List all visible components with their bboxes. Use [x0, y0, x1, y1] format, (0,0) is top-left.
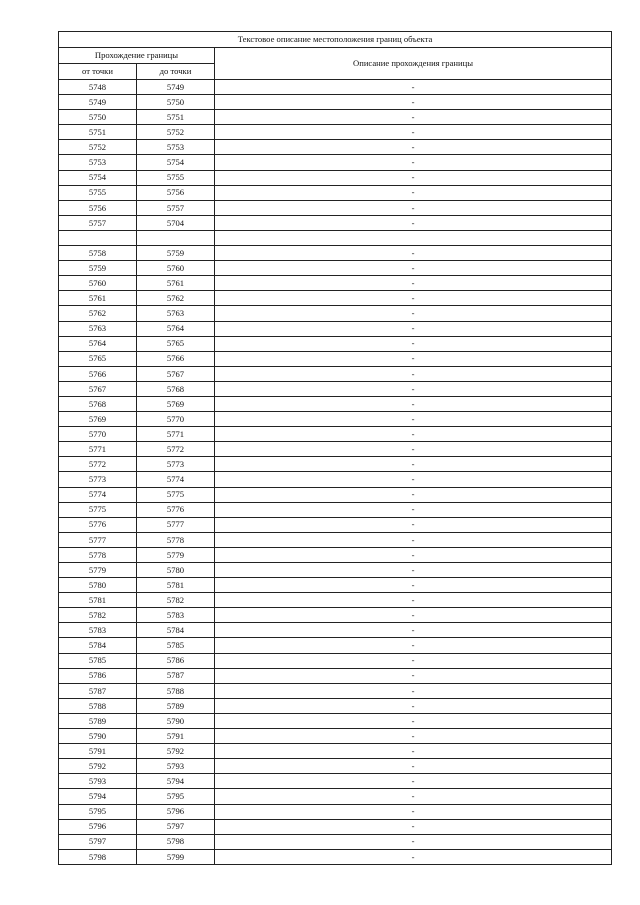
description-cell: - [215, 713, 612, 728]
table-row [59, 623, 612, 638]
to-point-cell: 5766 [137, 351, 215, 366]
table-row [59, 185, 612, 200]
to-point-cell: 5704 [137, 215, 215, 230]
to-point-cell: 5773 [137, 457, 215, 472]
to-point-cell: 5786 [137, 653, 215, 668]
description-cell: - [215, 261, 612, 276]
document-page [58, 31, 611, 865]
table-body [59, 32, 612, 865]
from-point-cell: 5790 [59, 729, 137, 744]
table-row [59, 442, 612, 457]
description-cell: - [215, 547, 612, 562]
to-point-cell: 5775 [137, 487, 215, 502]
description-cell: - [215, 140, 612, 155]
to-point-cell: 5764 [137, 321, 215, 336]
from-point-cell: 5785 [59, 653, 137, 668]
description-cell: - [215, 502, 612, 517]
description-cell: - [215, 185, 612, 200]
from-point-cell: 5779 [59, 563, 137, 578]
to-point-cell: 5768 [137, 381, 215, 396]
from-point-cell: 5791 [59, 744, 137, 759]
from-point-cell: 5780 [59, 578, 137, 593]
table-row [59, 457, 612, 472]
description-cell: - [215, 170, 612, 185]
table-row [59, 291, 612, 306]
table-row [59, 215, 612, 230]
from-point-cell: 5781 [59, 593, 137, 608]
table-row [59, 819, 612, 834]
table-row [59, 306, 612, 321]
description-cell: - [215, 125, 612, 140]
description-cell: - [215, 683, 612, 698]
description-cell: - [215, 774, 612, 789]
table-row [59, 578, 612, 593]
to-point-cell: 5784 [137, 623, 215, 638]
description-cell: - [215, 306, 612, 321]
from-point-cell: 5789 [59, 713, 137, 728]
description-cell: - [215, 321, 612, 336]
from-point-cell: 5783 [59, 623, 137, 638]
to-point-cell: 5749 [137, 80, 215, 95]
from-point-cell: 5793 [59, 774, 137, 789]
table-row [59, 366, 612, 381]
from-point-cell: 5750 [59, 110, 137, 125]
table-row [59, 789, 612, 804]
description-cell: - [215, 381, 612, 396]
table-title: Текстовое описание местоположения границ объекта [59, 32, 612, 48]
from-point-cell: 5797 [59, 834, 137, 849]
description-cell: - [215, 578, 612, 593]
from-point-cell: 5796 [59, 819, 137, 834]
to-point-cell: 5796 [137, 804, 215, 819]
description-cell: - [215, 215, 612, 230]
description-cell: - [215, 668, 612, 683]
from-point-cell: 5759 [59, 261, 137, 276]
description-cell: - [215, 517, 612, 532]
description-cell: - [215, 366, 612, 381]
to-point-cell: 5771 [137, 427, 215, 442]
table-row [59, 140, 612, 155]
table-row [59, 563, 612, 578]
description-cell: - [215, 246, 612, 261]
table-row [59, 698, 612, 713]
to-point-cell: 5774 [137, 472, 215, 487]
from-point-cell: 5792 [59, 759, 137, 774]
from-point-cell: 5795 [59, 804, 137, 819]
from-point-cell: 5794 [59, 789, 137, 804]
to-point-cell: 5767 [137, 366, 215, 381]
table-row [59, 487, 612, 502]
from-point-cell: 5772 [59, 457, 137, 472]
table-row [59, 125, 612, 140]
from-point-cell: 5787 [59, 683, 137, 698]
to-point-cell: 5753 [137, 140, 215, 155]
table-row [59, 729, 612, 744]
empty-cell [215, 230, 612, 245]
table-row [59, 381, 612, 396]
table-row [59, 396, 612, 411]
from-point-cell: 5755 [59, 185, 137, 200]
to-point-cell: 5793 [137, 759, 215, 774]
to-point-cell: 5788 [137, 683, 215, 698]
to-point-cell: 5770 [137, 412, 215, 427]
from-point-cell: 5749 [59, 95, 137, 110]
description-cell: - [215, 563, 612, 578]
description-cell: - [215, 593, 612, 608]
description-cell: - [215, 487, 612, 502]
description-cell: - [215, 276, 612, 291]
from-point-cell: 5765 [59, 351, 137, 366]
empty-cell [59, 230, 137, 245]
table-row [59, 110, 612, 125]
to-point-cell: 5769 [137, 396, 215, 411]
column-header-from-point: от точки [59, 64, 137, 80]
description-cell: - [215, 804, 612, 819]
description-cell: - [215, 457, 612, 472]
from-point-cell: 5758 [59, 246, 137, 261]
to-point-cell: 5781 [137, 578, 215, 593]
description-cell: - [215, 351, 612, 366]
to-point-cell: 5752 [137, 125, 215, 140]
to-point-cell: 5792 [137, 744, 215, 759]
description-cell: - [215, 336, 612, 351]
table-row [59, 95, 612, 110]
description-cell: - [215, 608, 612, 623]
table-row [59, 321, 612, 336]
description-cell: - [215, 412, 612, 427]
to-point-cell: 5777 [137, 517, 215, 532]
to-point-cell: 5761 [137, 276, 215, 291]
table-header-row-1 [59, 48, 612, 64]
to-point-cell: 5762 [137, 291, 215, 306]
table-row [59, 849, 612, 864]
from-point-cell: 5761 [59, 291, 137, 306]
table-row [59, 80, 612, 95]
to-point-cell: 5755 [137, 170, 215, 185]
to-point-cell: 5780 [137, 563, 215, 578]
table-row [59, 608, 612, 623]
table-row [59, 517, 612, 532]
to-point-cell: 5754 [137, 155, 215, 170]
table-row [59, 683, 612, 698]
from-point-cell: 5764 [59, 336, 137, 351]
from-point-cell: 5788 [59, 698, 137, 713]
table-row [59, 472, 612, 487]
table-row [59, 653, 612, 668]
description-cell: - [215, 396, 612, 411]
table-row [59, 668, 612, 683]
description-cell: - [215, 291, 612, 306]
to-point-cell: 5779 [137, 547, 215, 562]
table-row [59, 412, 612, 427]
group-header-boundary-passage: Прохождение границы [59, 48, 215, 64]
description-cell: - [215, 653, 612, 668]
to-point-cell: 5790 [137, 713, 215, 728]
from-point-cell: 5754 [59, 170, 137, 185]
table-row [59, 276, 612, 291]
boundary-description-table [58, 31, 612, 865]
to-point-cell: 5765 [137, 336, 215, 351]
from-point-cell: 5775 [59, 502, 137, 517]
to-point-cell: 5778 [137, 532, 215, 547]
to-point-cell: 5759 [137, 246, 215, 261]
description-cell: - [215, 819, 612, 834]
from-point-cell: 5756 [59, 200, 137, 215]
description-cell: - [215, 834, 612, 849]
from-point-cell: 5782 [59, 608, 137, 623]
description-cell: - [215, 95, 612, 110]
from-point-cell: 5757 [59, 215, 137, 230]
column-header-description: Описание прохождения границы [215, 48, 612, 80]
table-row [59, 638, 612, 653]
to-point-cell: 5785 [137, 638, 215, 653]
from-point-cell: 5767 [59, 381, 137, 396]
to-point-cell: 5751 [137, 110, 215, 125]
table-row [59, 532, 612, 547]
table-row [59, 336, 612, 351]
from-point-cell: 5778 [59, 547, 137, 562]
table-row [59, 261, 612, 276]
description-cell: - [215, 623, 612, 638]
to-point-cell: 5757 [137, 200, 215, 215]
to-point-cell: 5787 [137, 668, 215, 683]
description-cell: - [215, 849, 612, 864]
to-point-cell: 5797 [137, 819, 215, 834]
to-point-cell: 5791 [137, 729, 215, 744]
table-row [59, 502, 612, 517]
from-point-cell: 5768 [59, 396, 137, 411]
to-point-cell: 5763 [137, 306, 215, 321]
to-point-cell: 5782 [137, 593, 215, 608]
description-cell: - [215, 638, 612, 653]
table-title-row [59, 32, 612, 48]
from-point-cell: 5777 [59, 532, 137, 547]
description-cell: - [215, 744, 612, 759]
table-row [59, 170, 612, 185]
to-point-cell: 5750 [137, 95, 215, 110]
table-row [59, 246, 612, 261]
table-row [59, 200, 612, 215]
to-point-cell: 5795 [137, 789, 215, 804]
from-point-cell: 5766 [59, 366, 137, 381]
from-point-cell: 5771 [59, 442, 137, 457]
to-point-cell: 5794 [137, 774, 215, 789]
from-point-cell: 5770 [59, 427, 137, 442]
description-cell: - [215, 427, 612, 442]
to-point-cell: 5783 [137, 608, 215, 623]
to-point-cell: 5756 [137, 185, 215, 200]
from-point-cell: 5774 [59, 487, 137, 502]
from-point-cell: 5752 [59, 140, 137, 155]
description-cell: - [215, 698, 612, 713]
from-point-cell: 5769 [59, 412, 137, 427]
segment-separator-row [59, 230, 612, 245]
from-point-cell: 5762 [59, 306, 137, 321]
description-cell: - [215, 789, 612, 804]
from-point-cell: 5776 [59, 517, 137, 532]
table-row [59, 759, 612, 774]
description-cell: - [215, 80, 612, 95]
to-point-cell: 5798 [137, 834, 215, 849]
table-row [59, 774, 612, 789]
from-point-cell: 5760 [59, 276, 137, 291]
to-point-cell: 5772 [137, 442, 215, 457]
to-point-cell: 5760 [137, 261, 215, 276]
to-point-cell: 5776 [137, 502, 215, 517]
description-cell: - [215, 200, 612, 215]
description-cell: - [215, 729, 612, 744]
description-cell: - [215, 110, 612, 125]
from-point-cell: 5751 [59, 125, 137, 140]
from-point-cell: 5763 [59, 321, 137, 336]
column-header-to-point: до точки [137, 64, 215, 80]
description-cell: - [215, 155, 612, 170]
to-point-cell: 5799 [137, 849, 215, 864]
description-cell: - [215, 472, 612, 487]
from-point-cell: 5786 [59, 668, 137, 683]
from-point-cell: 5748 [59, 80, 137, 95]
table-row [59, 547, 612, 562]
to-point-cell: 5789 [137, 698, 215, 713]
table-row [59, 744, 612, 759]
description-cell: - [215, 442, 612, 457]
from-point-cell: 5753 [59, 155, 137, 170]
table-row [59, 713, 612, 728]
table-row [59, 593, 612, 608]
table-row [59, 155, 612, 170]
from-point-cell: 5784 [59, 638, 137, 653]
from-point-cell: 5798 [59, 849, 137, 864]
description-cell: - [215, 532, 612, 547]
table-row [59, 351, 612, 366]
table-row [59, 804, 612, 819]
table-row [59, 834, 612, 849]
from-point-cell: 5773 [59, 472, 137, 487]
empty-cell [137, 230, 215, 245]
description-cell: - [215, 759, 612, 774]
table-row [59, 427, 612, 442]
